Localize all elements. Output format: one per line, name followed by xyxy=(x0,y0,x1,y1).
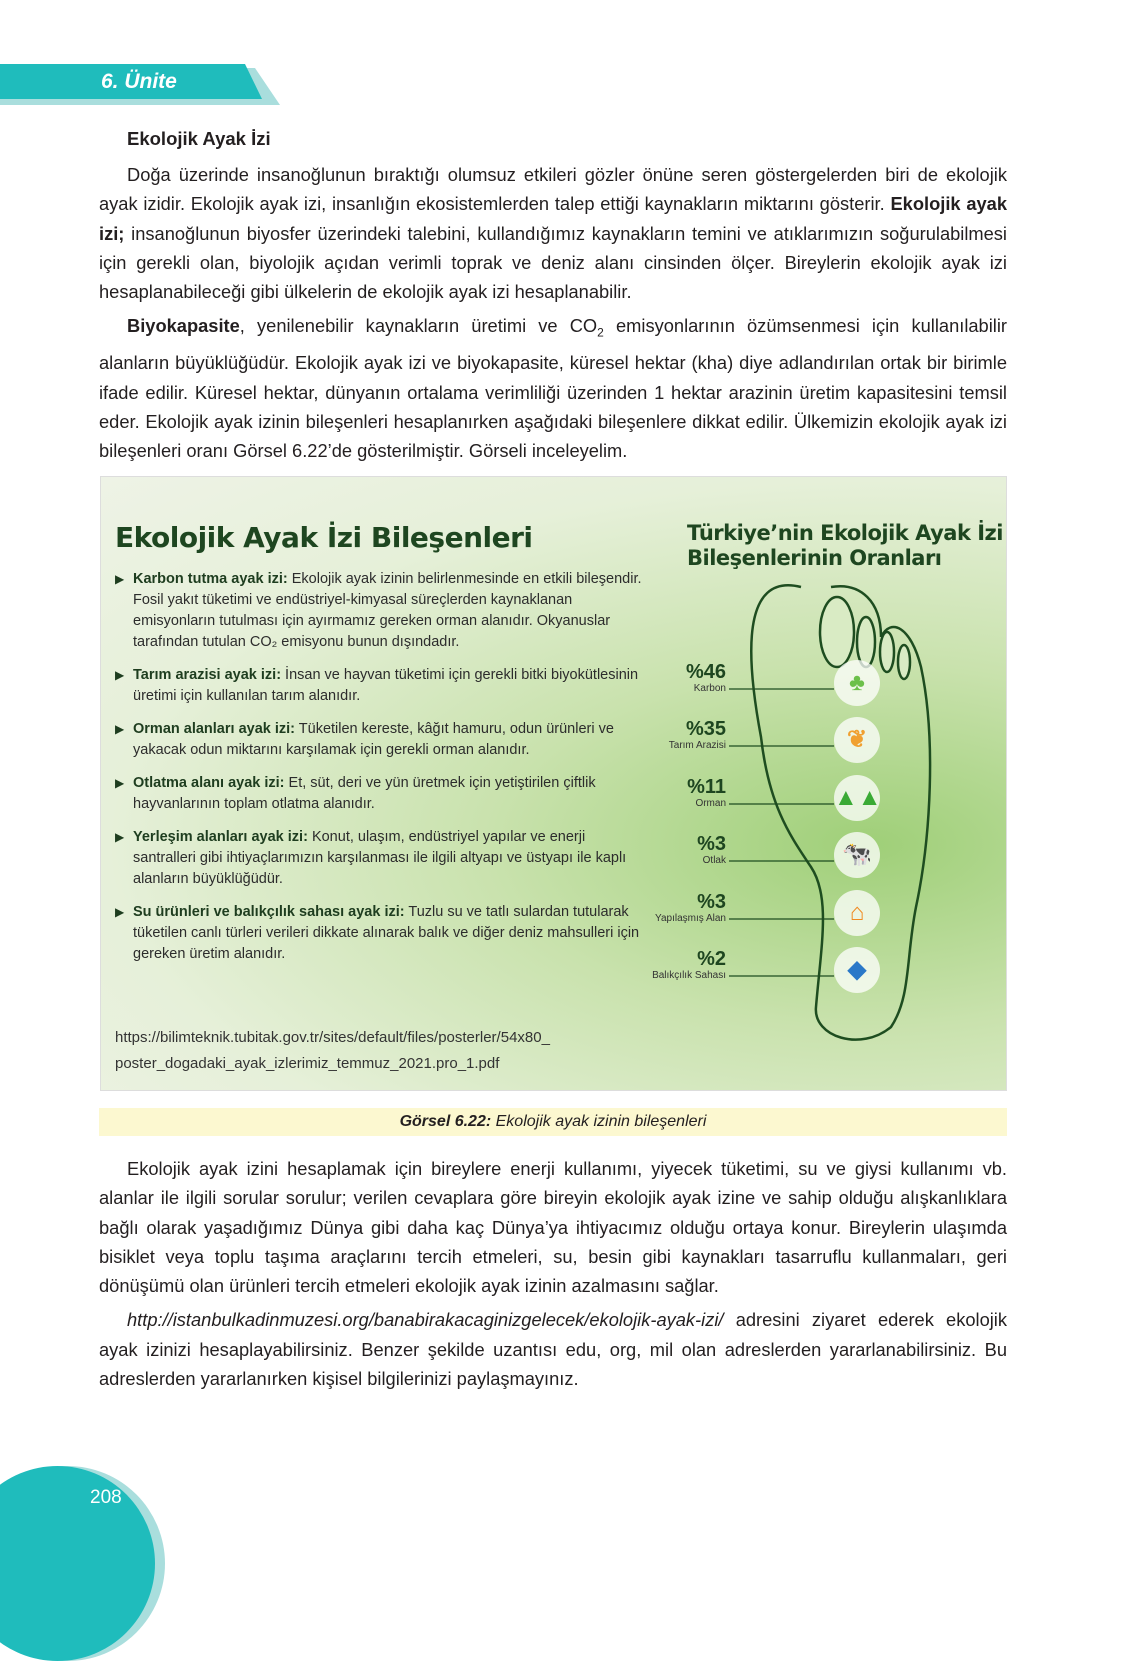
infographic-title: Ekolojik Ayak İzi Bileşenleri xyxy=(115,521,533,554)
component-item: ▶ Yerleşim alanları ayak izi: Konut, ulaşım, endüstriyel yapılar ve enerji santralleri gibi ihtiyaçlarımızın karşılanması ile ilgili altyapı ve üstyapı ile kaplı alanların büyüklüğüdür. xyxy=(115,829,627,887)
component-percent: %3 xyxy=(697,833,726,855)
component-label: Otlak xyxy=(702,855,726,866)
paragraph-2: Biyokapasite, yenilenebilir kaynakların üretimi ve $CO_2$ emisyonlarının özümsenmesi için kullanılabilir alanların büyüklüğüdür. Ekolojik ayak izi ve biyokapasite, küresel hektar (kha) diye adlandırılan ortak bir birimle ifade edilir. Küresel hektar, dünyanın ortalama verimliliği üzerinden 1 hektar arazinin üretim kapasitesini temsil eder. Ekolojik ayak izinin bileşenleri hesaplanırken aşağıdaki bileşenlere dikkat edilir. Ülkemizin ekolojik ayak izi bileşenleri oranı Görsel 6.22’de gösterilmiştir. Görseli inceleyelim. xyxy=(99,315,1007,462)
component-item: ▶ Karbon tutma ayak izi: Ekolojik ayak izinin belirlenmesinde en etkili bileşendir. Fosil yakıt tüketimi ve endüstriyel-kimyasal süreçlerden kaynaklanan emisyonların tutulması için ayırmamız gereken orman alanıdır. Okyanuslar tarafından tutulan CO₂ emisyonu bunun dışındadır. xyxy=(115,571,642,650)
triangle-bullet-icon: ▶ xyxy=(115,830,125,844)
wheat-icon: ❦ xyxy=(834,717,880,763)
cow-icon: 🐄 xyxy=(834,832,880,878)
component-percent: %11 xyxy=(687,776,726,798)
closing-text xyxy=(99,1154,1007,1393)
component-label: Balıkçılık Sahası xyxy=(652,970,726,981)
triangle-bullet-icon: ▶ xyxy=(115,722,125,736)
component-percent: %46 xyxy=(685,661,726,683)
house-icon: ⌂ xyxy=(834,890,880,936)
component-percent: %3 xyxy=(697,891,726,913)
source-url: https://bilimteknik.tubitak.gov.tr/sites/default/files/posterler/54x80_ poster_dogadaki_ayak_izlerimiz_temmuz_2021.pro_1.pdf xyxy=(115,1029,550,1072)
page-number: 208 xyxy=(90,1487,122,1508)
component-item: ▶ Otlatma alanı ayak izi: Et, süt, deri ve yün üretmek için yetiştirilen çiftlik hayvanlarının toplam otlatma alanıdır. xyxy=(115,775,596,812)
turkey-title: Türkiye’nin Ekolojik Ayak İzi Bileşenlerinin Oranları xyxy=(687,521,1003,570)
calculator-link[interactable]: http://istanbulkadinmuzesi.org/banabirakacaginizgelecek/ekolojik-ayak-izi/ xyxy=(127,1309,724,1331)
unit-label: 6. Ünite xyxy=(101,70,177,93)
forest-icon: ♣ xyxy=(834,660,880,706)
component-item: ▶ Su ürünleri ve balıkçılık sahası ayak izi: Tuzlu su ve tatlı sulardan tutularak tüketilen canlı türleri verileri dikkate alınarak balık ve diğer deniz mahsulleri için gereken üretim alanıdır. xyxy=(115,904,640,962)
triangle-bullet-icon: ▶ xyxy=(115,776,125,790)
component-percent: %2 xyxy=(697,948,726,970)
triangle-bullet-icon: ▶ xyxy=(115,668,125,682)
component-percent: %35 xyxy=(685,718,726,740)
infographic xyxy=(100,476,1007,1091)
figure-caption: Görsel 6.22: Ekolojik ayak izinin bileşenleri xyxy=(99,1108,1007,1136)
component-item: ▶ Tarım arazisi ayak izi: İnsan ve hayvan tüketimi için gerekli bitki biyokütlesinin üretimi için kullanılan tarım alanıdır. xyxy=(115,667,639,704)
fish-icon: ◆ xyxy=(834,947,880,993)
triangle-bullet-icon: ▶ xyxy=(115,572,125,586)
paragraph-1: Doğa üzerinde insanoğlunun bıraktığı olumsuz etkileri gözler önüne seren göstergelerden biri de ekolojik ayak izidir. Ekolojik ayak izi, insanlığın ekosistemlerden talep ettiği kaynakların miktarını gösterir. Ekolojik ayak izi; insanoğlunun biyosfer üzerindeki talebini, kullandığımız kaynakların temini ve atıklarımızın soğurulabilmesi için gerekli olan, biyolojik açıdan verimli toprak ve deniz alanı cinsinden ölçer. Bireylerin ekolojik ayak izi hesaplanabileceği gibi ülkelerin de ekolojik ayak izi hesaplanabilir. xyxy=(99,164,1007,303)
page-number-badge xyxy=(0,1466,155,1661)
component-label: Yapılaşmış Alan xyxy=(655,913,726,924)
triangle-bullet-icon: ▶ xyxy=(115,905,125,919)
pine-trees-icon: ▲▲ xyxy=(834,775,880,821)
paragraph-4: http://istanbulkadinmuzesi.org/banabirakacaginizgelecek/ekolojik-ayak-izi/ adresini ziyaret ederek ekolojik ayak izinizi hesaplayabilirsiniz. Benzer şekilde uzantısı edu, org, mil olan adreslerden yararlanabilirsiniz. Bu adreslerden yararlanırken kişisel bilgilerinizi paylaşmayınız. xyxy=(99,1309,1007,1390)
component-label: Tarım Arazisi xyxy=(668,740,726,751)
intro-text xyxy=(99,160,1007,466)
paragraph-3: Ekolojik ayak izini hesaplamak için bireylere enerji kullanımı, yiyecek tüketimi, su ve giysi kullanımı vb. alanlar ile ilgili sorular sorulur; verilen cevaplara göre bireyin ekolojik ayak izine ve sahip olduğu alışkanlıklara bağlı olarak yaşadığımız Dünya gibi daha kaç Dünya’ya ihtiyacımız olduğu ortaya konur. Bireylerin ulaşımda bisiklet veya toplu taşıma araçlarını tercih etmeleri, su, besin gibi kaynakları tasarruflu kullanmaları, geri dönüşümü olan ürünleri tercih etmeleri ekolojik ayak izinin azalmasını sağlar. xyxy=(99,1158,1007,1297)
component-label: Karbon xyxy=(693,683,726,694)
component-label: Orman xyxy=(695,798,726,809)
component-item: ▶ Orman alanları ayak izi: Tüketilen kereste, kâğıt hamuru, odun ürünleri ve yakacak odun miktarını karşılamak için gerekli orman alanıdır. xyxy=(115,721,614,758)
section-title: Ekolojik Ayak İzi xyxy=(127,128,271,149)
